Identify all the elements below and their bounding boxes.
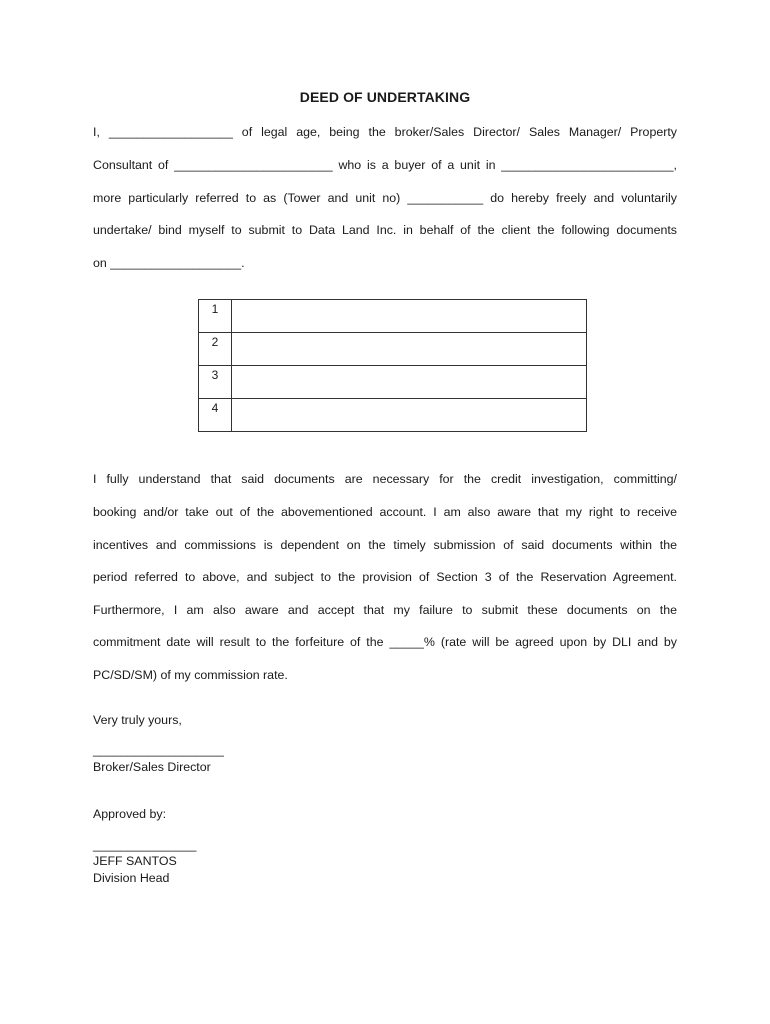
body-line-7: PC/SD/SM) of my commission rate. <box>93 668 288 682</box>
table-row <box>199 333 587 366</box>
approved-by-label: Approved by: <box>93 807 167 821</box>
broker-title: Broker/Sales Director <box>93 760 211 774</box>
table-row <box>199 399 587 432</box>
body-line-6: commitment date will result to the forfeiture of the _____% (rate will be agreed upon by DLI and by <box>93 635 677 649</box>
body-line-1: I fully understand that said documents are necessary for the credit investigation, committing/ <box>93 472 677 486</box>
signature-line-division-head: _______________ <box>93 838 197 852</box>
row-content <box>232 399 587 432</box>
division-head-name: JEFF SANTOS <box>93 854 177 868</box>
documents-table <box>198 299 587 432</box>
row-number: 4 <box>199 399 232 432</box>
row-content <box>232 366 587 399</box>
intro-line-1: I, __________________ of legal age, being the broker/Sales Director/ Sales Manager/ Property <box>93 125 677 139</box>
row-content <box>232 300 587 333</box>
division-head-title: Division Head <box>93 871 170 885</box>
intro-line-2: Consultant of _______________________ who is a buyer of a unit in _________________________, <box>93 158 677 172</box>
row-number: 2 <box>199 333 232 366</box>
table-row <box>199 366 587 399</box>
row-content <box>232 333 587 366</box>
signature-line-broker: ___________________ <box>93 743 224 757</box>
document-title: DEED OF UNDERTAKING <box>299 89 471 105</box>
intro-line-5: on ___________________. <box>93 256 245 270</box>
row-number: 3 <box>199 366 232 399</box>
intro-line-3: more particularly referred to as (Tower and unit no) ___________ do hereby freely and voluntarily <box>93 191 677 205</box>
intro-line-4: undertake/ bind myself to submit to Data Land Inc. in behalf of the client the following documents <box>93 223 677 237</box>
body-line-3: incentives and commissions is dependent on the timely submission of said documents within the <box>93 538 677 552</box>
table-row <box>199 300 587 333</box>
body-line-4: period referred to above, and subject to the provision of Section 3 of the Reservation Agreement. <box>93 570 677 584</box>
body-line-2: booking and/or take out of the abovementioned account. I am also aware that my right to receive <box>93 505 677 519</box>
closing-text: Very truly yours, <box>93 713 182 727</box>
row-number: 1 <box>199 300 232 333</box>
body-line-5: Furthermore, I am also aware and accept that my failure to submit these documents on the <box>93 603 677 617</box>
